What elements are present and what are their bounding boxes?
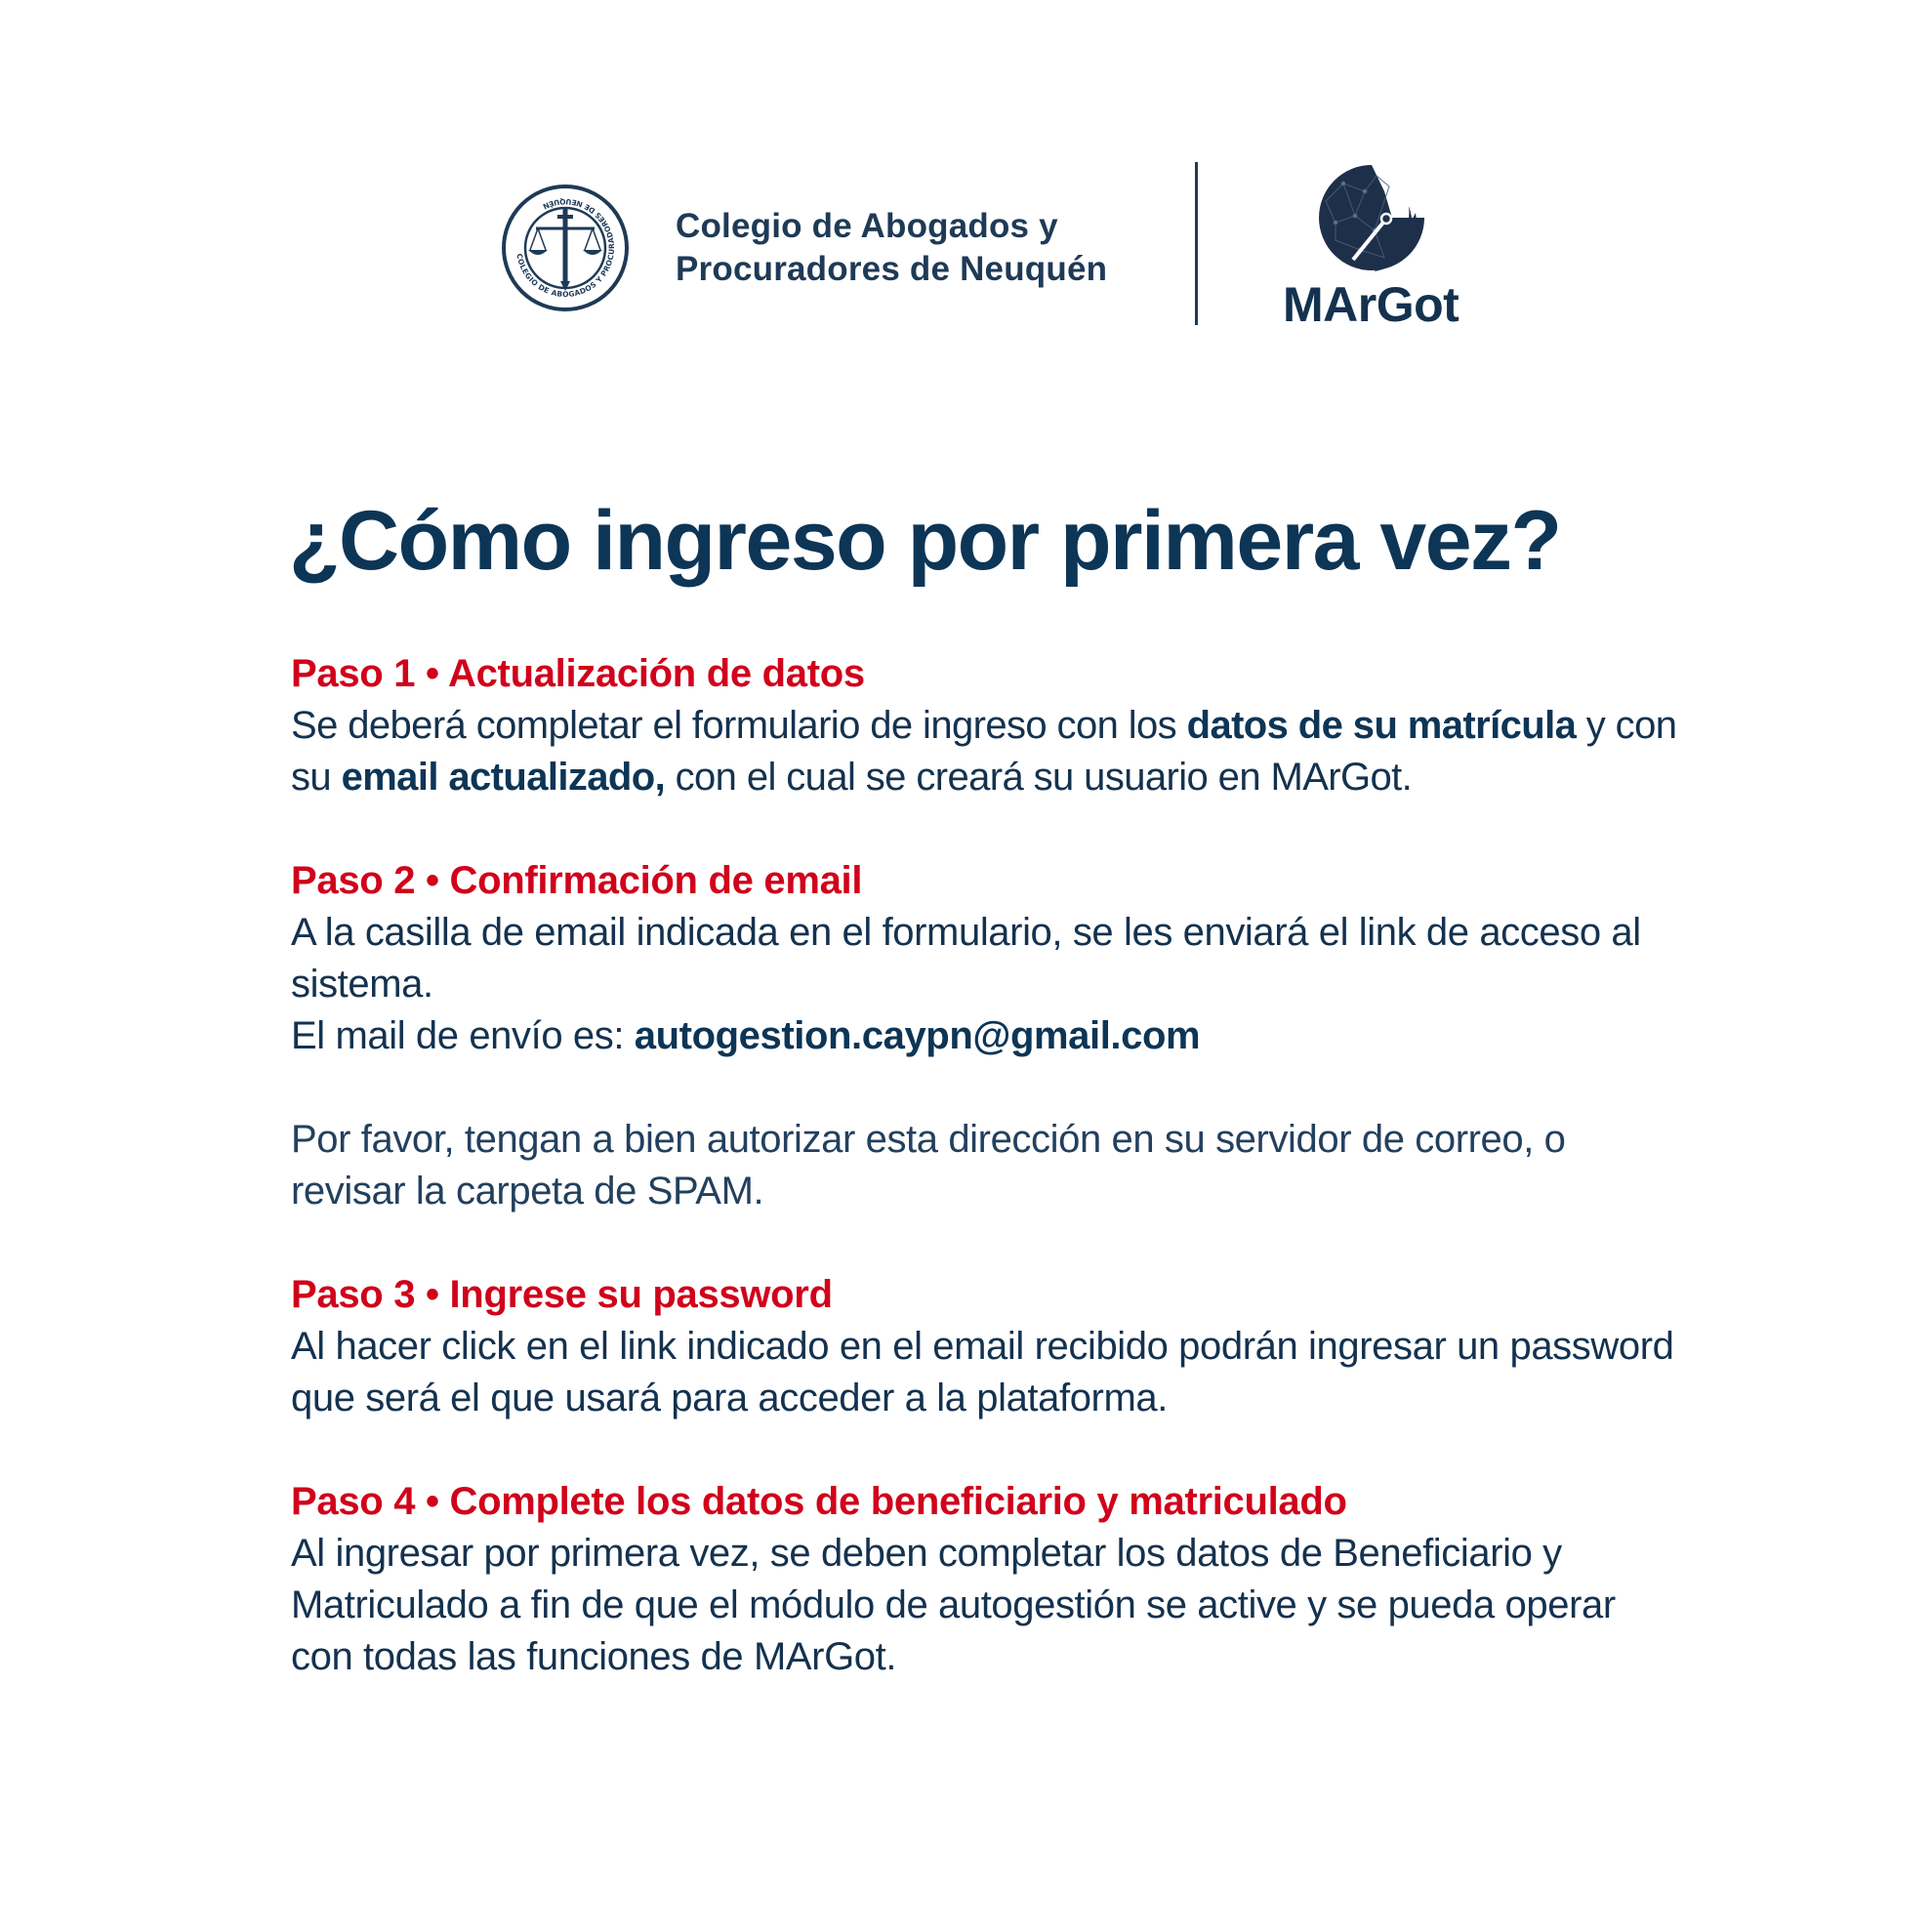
header-divider	[1195, 162, 1198, 325]
organization-name	[676, 205, 1107, 291]
step-3-heading: Paso 3 • Ingrese su password	[291, 1273, 833, 1316]
step-1	[291, 648, 1677, 803]
organization-name-line-2: Procuradores de Neuquén	[676, 250, 1108, 288]
step-4-heading: Paso 4 • Complete los datos de beneficiario y matriculado	[291, 1480, 1347, 1523]
step-1-text-part-3: con el cual se creará su usuario en MArGot.	[665, 756, 1413, 799]
sender-email-address: autogestion.caypn@gmail.com	[634, 1014, 1201, 1057]
step-1-text	[291, 700, 1677, 803]
header	[0, 0, 1932, 351]
organization-name-line-1: Colegio de Abogados y	[676, 207, 1058, 245]
step-3	[291, 1269, 1677, 1424]
step-2-heading: Paso 2 • Confirmación de email	[291, 859, 863, 902]
step-2-email-line	[291, 1010, 1677, 1062]
step-2-email-prefix: El mail de envío es:	[291, 1014, 635, 1057]
step-2-note: Por favor, tengan a bien autorizar esta dirección en su servidor de correo, o revisar la carpeta de SPAM.	[291, 1118, 1566, 1213]
step-4-text: Al ingresar por primera vez, se deben completar los datos de Beneficiario y Matriculado a fin de que el módulo de autogestión se active y se pueda operar con todas las funciones de MArGot.	[291, 1532, 1616, 1678]
margot-brand-name: MArGot	[1283, 277, 1459, 332]
step-1-heading: Paso 1 • Actualización de datos	[291, 652, 865, 695]
seal-ring-text: COLEGIO DE ABOGADOS Y PROCURADORES DE NEUQUÉN	[514, 196, 617, 300]
step-2-text: A la casilla de email indicada en el formulario, se les enviará el link de acceso al sistema.	[291, 911, 1641, 1006]
step-4	[291, 1476, 1677, 1683]
step-1-text-part-1: Se deberá completar el formulario de ingreso con los	[291, 704, 1187, 747]
margot-logo-icon	[1316, 162, 1427, 273]
step-1-text-part-2: y con su	[291, 704, 1677, 799]
steps-content	[291, 648, 1677, 1683]
scales-of-justice-seal-icon	[501, 184, 630, 312]
step-1-bold-registration-data: datos de su matrícula	[1186, 704, 1577, 747]
step-2	[291, 855, 1677, 1217]
page-title: ¿Cómo ingreso por primera vez?	[289, 494, 1561, 588]
step-3-text: Al hacer click en el link indicado en el email recibido podrán ingresar un password que será el que usará para acceder a la plataforma.	[291, 1325, 1674, 1419]
step-1-bold-email: email actualizado,	[341, 756, 666, 799]
